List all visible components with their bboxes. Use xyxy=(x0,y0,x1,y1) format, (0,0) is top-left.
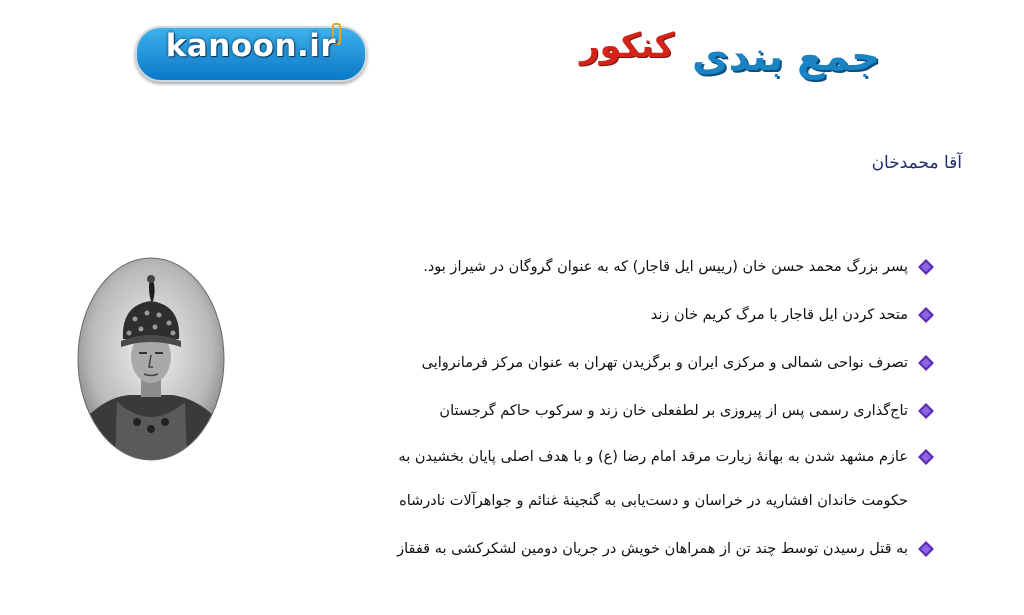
kanoon-logo xyxy=(135,26,367,82)
diamond-bullet-icon xyxy=(918,403,934,419)
list-item xyxy=(234,435,934,525)
list-item-text-continued: حکومت خاندان افشاریه در خراسان و دست‌یابی به گنجینۀ غنائم و جواهرآلات نادرشاه xyxy=(399,493,908,509)
jambandi-konkur-logo xyxy=(580,26,880,88)
diamond-bullet-icon xyxy=(918,355,934,371)
list-item xyxy=(234,387,934,435)
diamond-bullet-icon xyxy=(918,541,934,557)
jambandi-logo-text: جمع بندی xyxy=(691,34,880,80)
list-item-text: به قتل رسیدن توسط چند تن از همراهان خویش در جریان دومین لشکرکشی به قفقاز xyxy=(397,541,908,557)
list-item-text: تصرف نواحی شمالی و مرکزی ایران و برگزیدن تهران به عنوان مرکز فرمانروایی xyxy=(421,355,908,371)
portrait-image xyxy=(77,257,225,461)
list-item xyxy=(234,525,934,573)
page-title: آقا محمدخان xyxy=(871,153,962,173)
list-item-text: عازم مشهد شدن به بهانۀ زیارت مرقد امام رضا (ع) و با هدف اصلی پایان بخشیدن به xyxy=(398,449,908,465)
list-item xyxy=(234,243,934,291)
diamond-bullet-icon xyxy=(918,449,934,465)
list-item-text: تاج‌گذاری رسمی پس از پیروزی بر لطفعلی خان زند و سرکوب حاکم گرجستان xyxy=(439,403,908,419)
list-item xyxy=(234,339,934,387)
kanoon-logo-text: kanoon.ir xyxy=(165,28,337,64)
konkur-logo-text: کنکور xyxy=(580,26,675,66)
list-item-text: متحد کردن ایل قاجار با مرگ کریم خان زند xyxy=(650,307,908,323)
diamond-bullet-icon xyxy=(918,307,934,323)
diamond-bullet-icon xyxy=(918,259,934,275)
list-item xyxy=(234,291,934,339)
list-item-text: پسر بزرگ محمد حسن خان (رییس ایل قاجار) که به عنوان گروگان در شیراز بود. xyxy=(423,259,908,275)
bullet-list xyxy=(234,243,934,573)
